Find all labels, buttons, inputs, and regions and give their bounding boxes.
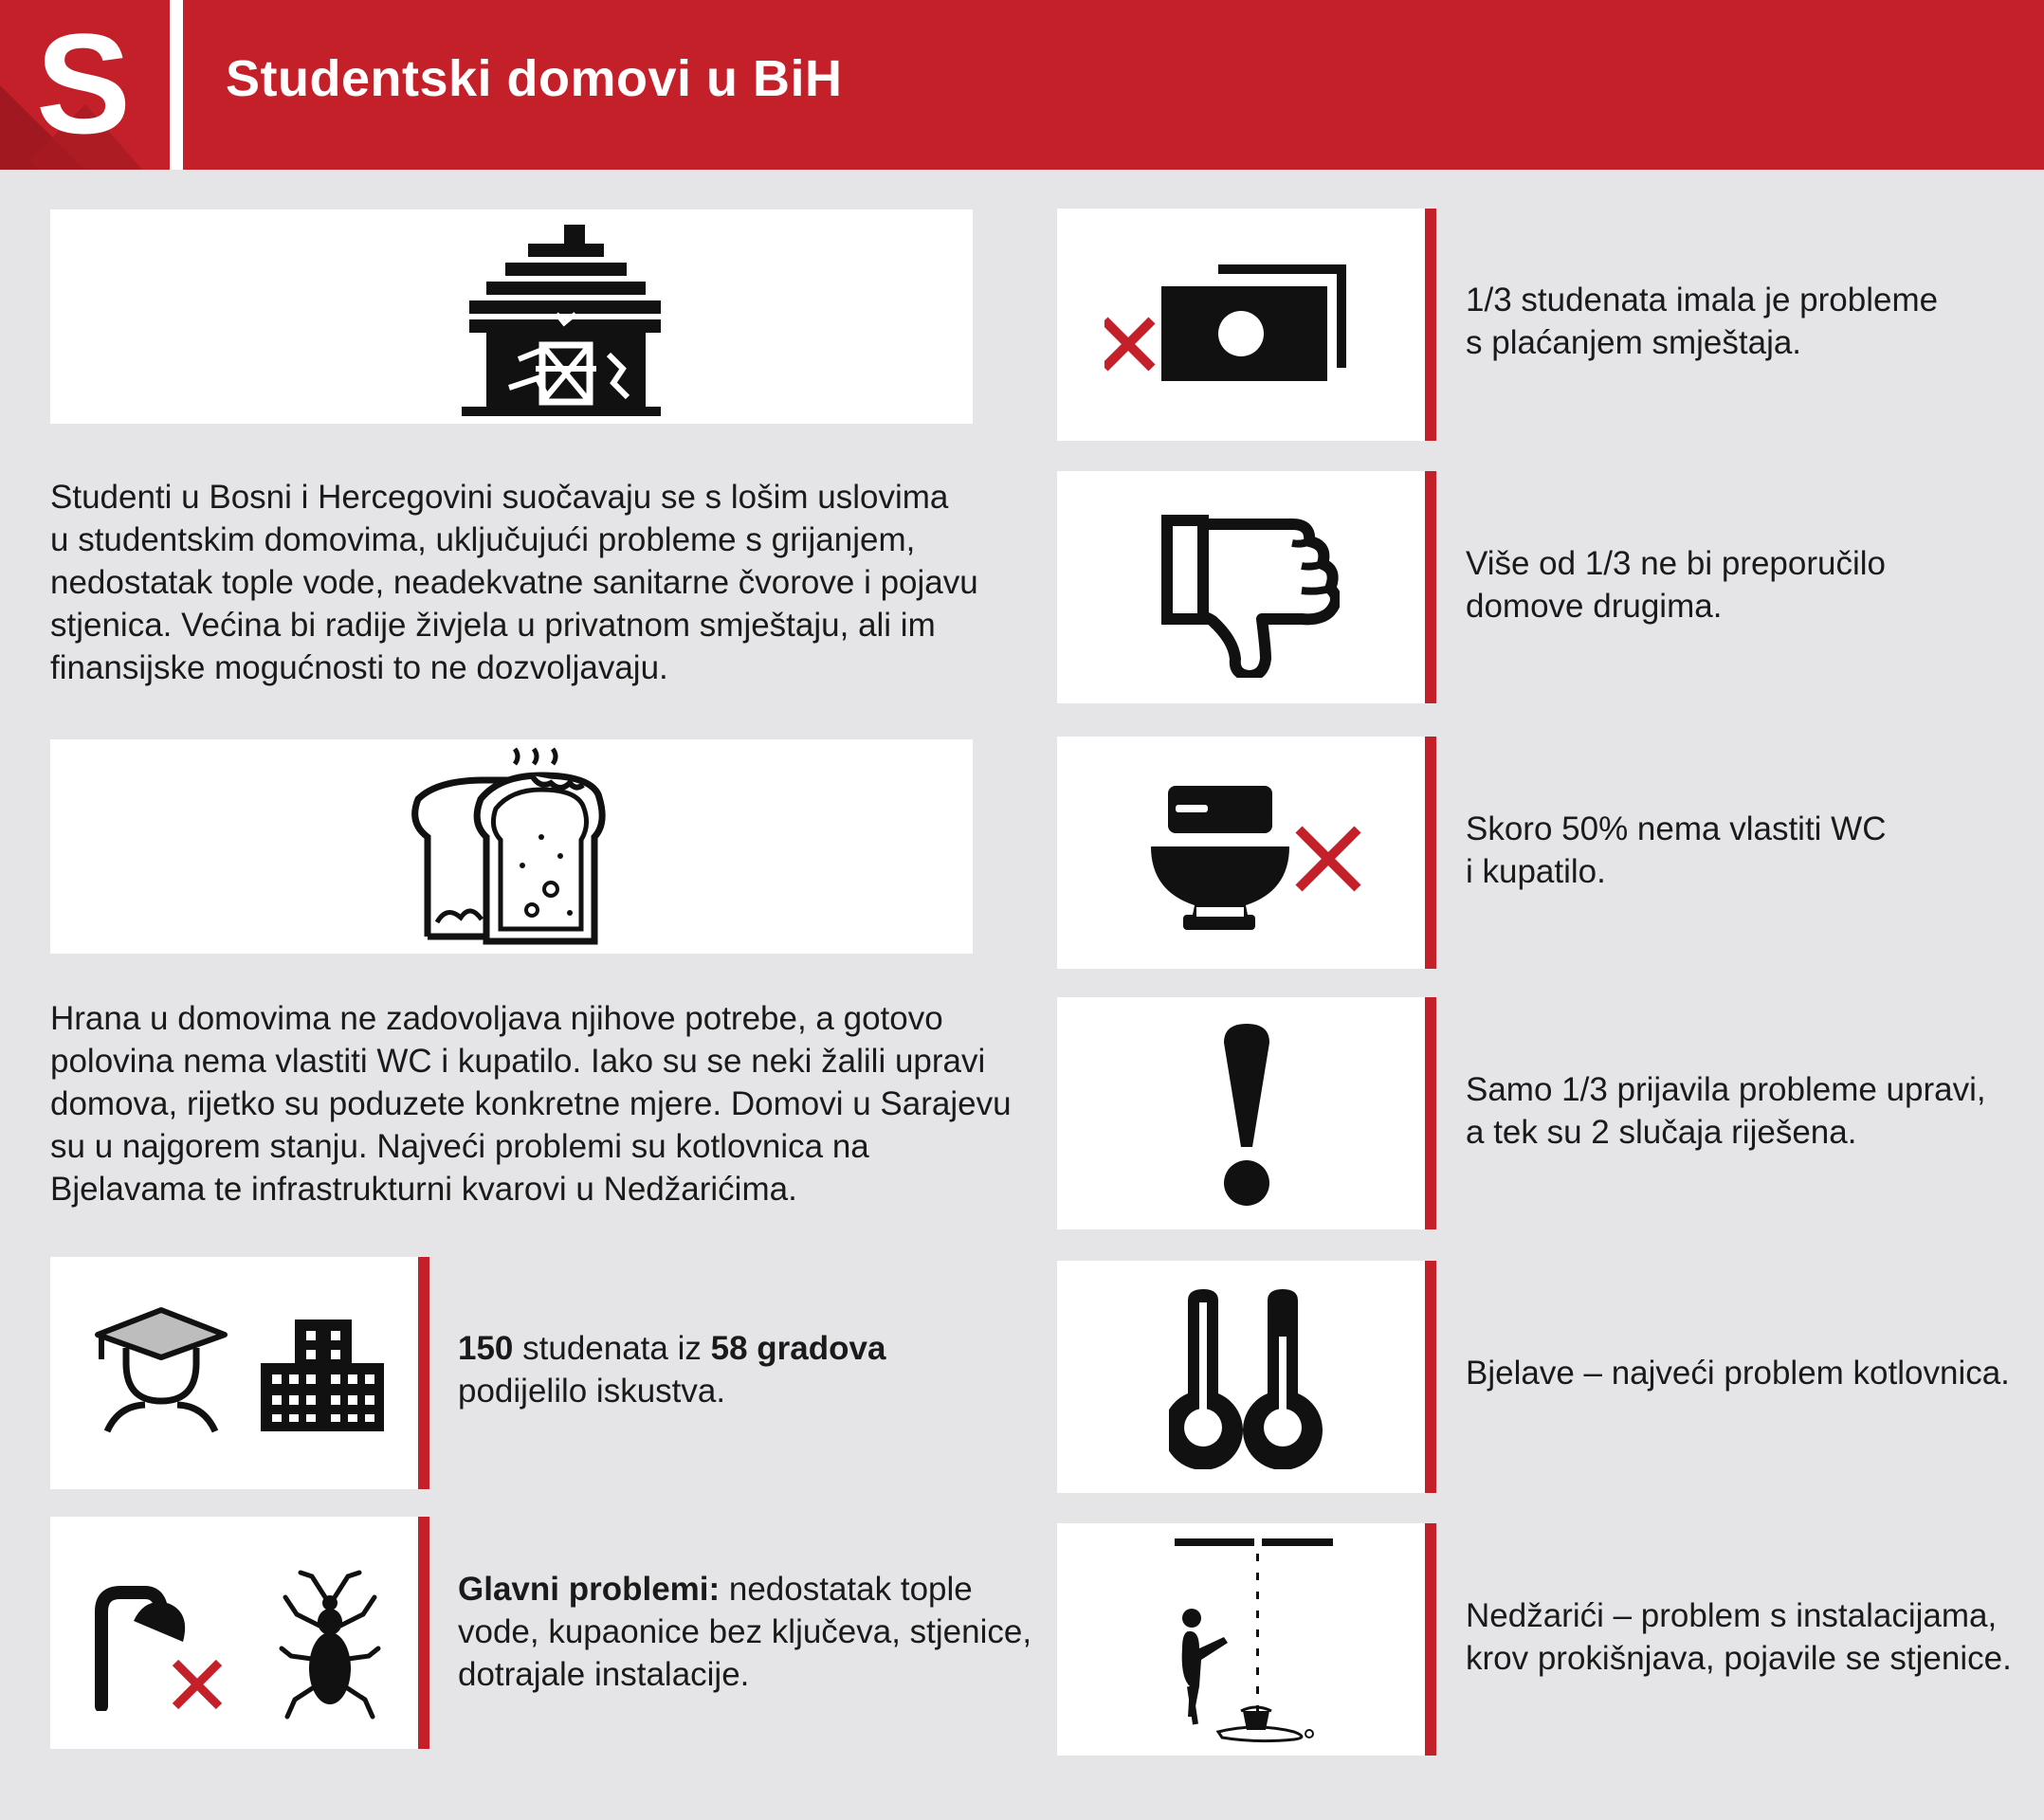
stat-card-reports xyxy=(1057,997,1436,1229)
toilet-cross-icon xyxy=(1147,782,1375,934)
stat-text-wc xyxy=(1466,808,1886,893)
brand-logo[interactable] xyxy=(0,0,170,170)
svg-text:S: S xyxy=(35,4,132,163)
intro-line: u studentskim domovima, uključujući probleme s grijanjem, xyxy=(50,521,916,558)
stat-line: Više od 1/3 ne bi preporučilo xyxy=(1466,545,1886,582)
problems-icon-card xyxy=(50,1517,429,1749)
house-card xyxy=(50,209,973,424)
food-line: Bjelavama te infrastrukturni kvarovi u Nedžarićima. xyxy=(50,1171,797,1208)
food-paragraph xyxy=(50,997,1012,1210)
problems-line2: vode, kupaonice bez ključeva, stjenice, xyxy=(458,1613,1032,1650)
stat-text-recommend xyxy=(1466,542,1886,628)
stat-text-reports xyxy=(1466,1068,1986,1154)
bedbug-icon xyxy=(278,1569,382,1720)
thermometers-icon xyxy=(1169,1289,1340,1469)
stat-card-wc xyxy=(1057,737,1436,969)
intro-line: Studenti u Bosni i Hercegovini suočavaju se s lošim uslovima xyxy=(50,479,949,516)
shower-cross-icon xyxy=(88,1583,226,1711)
city-buildings-icon xyxy=(261,1320,384,1431)
stat-text-payment xyxy=(1466,279,1938,364)
stat-card-heating xyxy=(1057,1261,1436,1493)
bread-card xyxy=(50,739,973,954)
problems-label: Glavni problemi: xyxy=(458,1571,721,1608)
stat-line: krov prokišnjava, pojavile se stjenice. xyxy=(1466,1640,2012,1677)
stat-card-recommend xyxy=(1057,471,1436,703)
money-cross-icon xyxy=(1104,264,1370,387)
survey-icon-card xyxy=(50,1257,429,1489)
intro-line: stjenica. Većina bi radije živjela u privatnom smještaju, ali im xyxy=(50,607,936,644)
problems-text xyxy=(458,1568,1031,1696)
stat-line: s plaćanjem smještaja. xyxy=(1466,324,1802,361)
food-line: polovina nema vlastiti WC i kupatilo. Iako su se neki žalili upravi xyxy=(50,1043,986,1080)
stat-line: Bjelave – najveći problem kotlovnica. xyxy=(1466,1355,2010,1392)
leaking-roof-icon xyxy=(1171,1535,1337,1743)
survey-text xyxy=(458,1327,885,1412)
intro-paragraph xyxy=(50,476,978,689)
graduate-icon xyxy=(90,1306,232,1434)
logo-s-icon xyxy=(0,0,170,170)
stat-line: i kupatilo. xyxy=(1466,853,1606,890)
stat-line: Nedžarići – problem s instalacijama, xyxy=(1466,1597,1998,1634)
page-title: Studentski domovi u BiH xyxy=(226,50,843,107)
stat-line: Samo 1/3 prijavila probleme upravi, xyxy=(1466,1071,1986,1108)
students-count: 150 xyxy=(458,1330,514,1367)
stat-card-payment xyxy=(1057,209,1436,441)
survey-mid: studenata iz xyxy=(513,1330,711,1367)
cities-count: 58 gradova xyxy=(710,1330,886,1367)
problems-line3: dotrajale instalacije. xyxy=(458,1656,750,1693)
header-divider xyxy=(170,0,183,170)
stat-card-leaks xyxy=(1057,1523,1436,1756)
header-bar xyxy=(0,0,2044,170)
stat-line: domove drugima. xyxy=(1466,588,1723,625)
intro-line: finansijske mogućnosti to ne dozvoljavaju. xyxy=(50,649,668,686)
exclamation-icon xyxy=(1218,1024,1275,1210)
food-line: Hrana u domovima ne zadovoljava njihove potrebe, a gotovo xyxy=(50,1000,943,1037)
problems-line1: nedostatak tople xyxy=(720,1571,973,1608)
thumbs-down-icon xyxy=(1159,507,1340,678)
stat-line: a tek su 2 slučaja riješena. xyxy=(1466,1114,1857,1151)
food-line: domova, rijetko su poduzete konkretne mjere. Domovi u Sarajevu xyxy=(50,1085,1012,1122)
damaged-house-icon xyxy=(452,217,661,416)
food-line: su u najgorem stanju. Najveći problemi su kotlovnica na xyxy=(50,1128,869,1165)
stat-text-heating xyxy=(1466,1352,2010,1394)
stat-line: 1/3 studenata imala je probleme xyxy=(1466,282,1939,318)
stat-line: Skoro 50% nema vlastiti WC xyxy=(1466,810,1887,847)
moldy-bread-icon xyxy=(409,747,636,948)
survey-line2: podijelilo iskustva. xyxy=(458,1373,726,1410)
stat-text-leaks xyxy=(1466,1594,2012,1680)
intro-line: nedostatak tople vode, neadekvatne sanitarne čvorove i pojavu xyxy=(50,564,978,601)
